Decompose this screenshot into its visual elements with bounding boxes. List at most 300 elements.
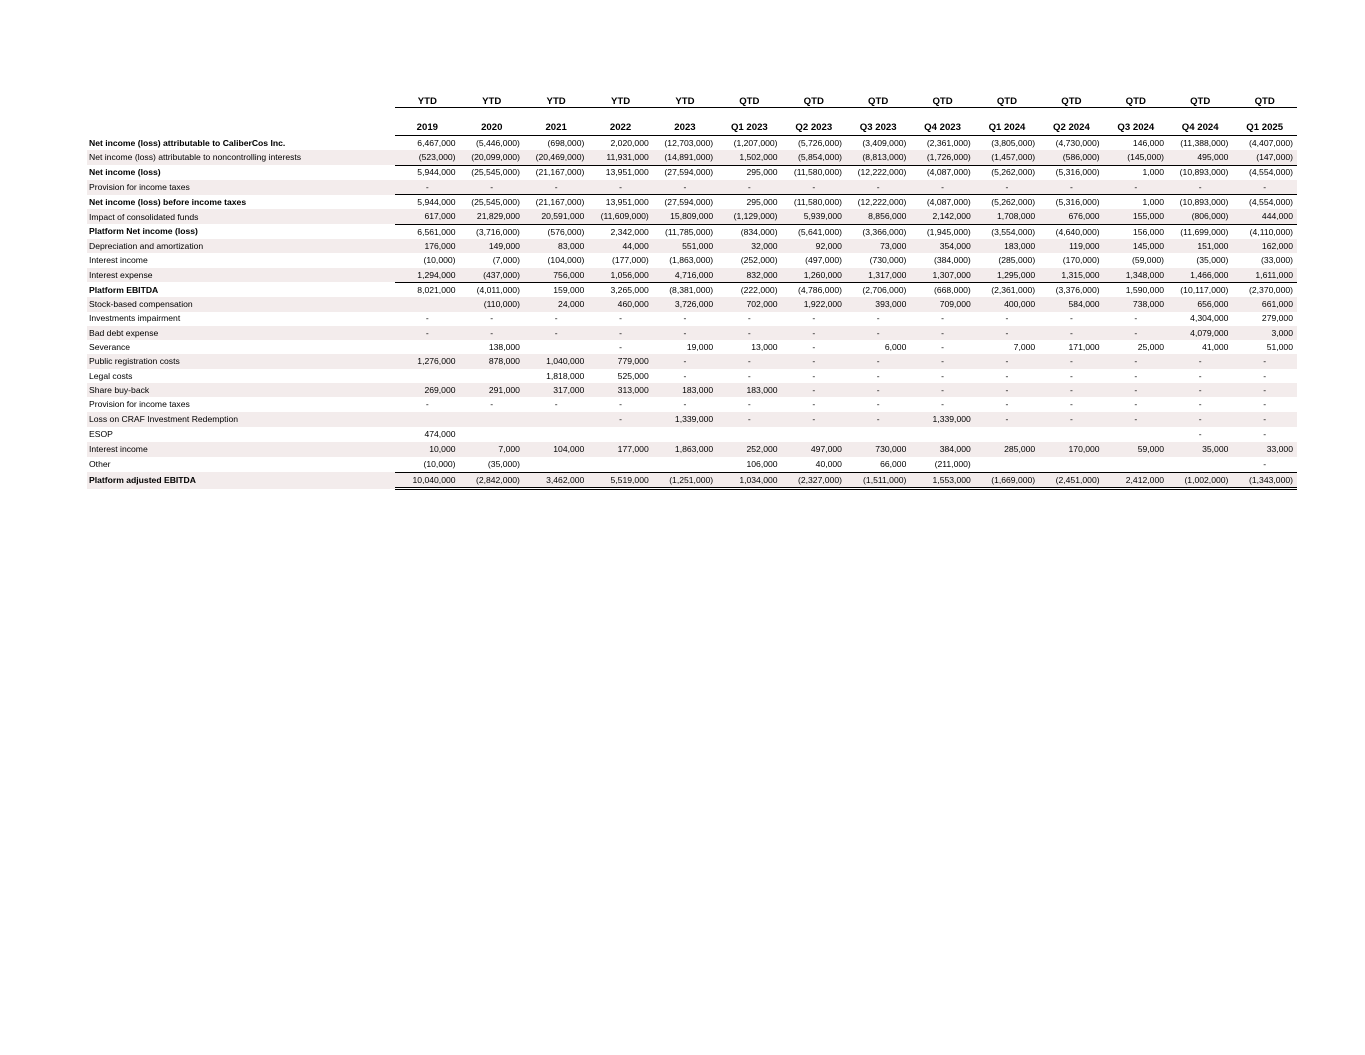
table-cell: -: [653, 354, 717, 368]
table-cell: -: [554, 399, 558, 410]
table-cell: 1,294,000: [395, 268, 459, 283]
table-cell: -: [876, 370, 880, 381]
table-cell: -: [846, 180, 910, 195]
table-cell: (3,716,000): [460, 224, 524, 239]
table-cell: -: [490, 313, 494, 324]
table-row: [87, 427, 1297, 442]
table-cell: -: [1039, 383, 1103, 397]
table-cell: (14,891,000): [653, 150, 717, 165]
table-cell: -: [1198, 429, 1202, 440]
table-cell: 4,716,000: [653, 268, 717, 283]
table-cell: (1,945,000): [910, 224, 974, 239]
table-cell: 1,040,000: [524, 354, 588, 368]
table-cell: (2,361,000): [926, 137, 971, 148]
table-cell: 832,000: [717, 268, 781, 283]
table-cell: 1,348,000: [1104, 268, 1168, 283]
table-cell: 13,951,000: [588, 165, 652, 180]
table-cell: 252,000: [717, 442, 781, 457]
table-cell: 4,079,000: [1168, 326, 1232, 340]
table-cell: -: [554, 313, 558, 324]
table-row: [87, 165, 1297, 180]
header-spacer: [87, 108, 395, 136]
table-cell: [395, 369, 459, 383]
table-cell: -: [782, 354, 846, 368]
table-cell: 269,000: [395, 383, 459, 397]
table-cell: (4,087,000): [910, 165, 974, 180]
table-cell: -: [1039, 354, 1103, 368]
table-cell: 295,000: [717, 195, 781, 210]
period-type-header: QTD: [717, 92, 781, 108]
table-cell: [782, 427, 846, 442]
table-cell: 8,856,000: [846, 209, 910, 224]
period-type-header: QTD: [910, 92, 974, 108]
table-cell: 83,000: [524, 239, 588, 253]
table-cell: 285,000: [975, 442, 1039, 457]
table-cell: 317,000: [524, 383, 588, 397]
table-cell: (11,580,000): [782, 195, 846, 210]
row-label: Severance: [89, 342, 131, 352]
financial-statement: [87, 92, 1297, 490]
table-cell: -: [1198, 370, 1202, 381]
table-cell: 177,000: [588, 442, 652, 457]
table-cell: [395, 297, 459, 311]
table-cell: 5,944,000: [395, 195, 459, 210]
table-cell: -: [1104, 354, 1168, 368]
table-cell: [588, 457, 652, 472]
table-cell: 1,339,000: [653, 412, 717, 427]
table-cell: (21,167,000): [524, 165, 588, 180]
table-cell: 1,339,000: [910, 412, 974, 427]
row-label: Net income (loss): [89, 167, 161, 178]
table-cell: -: [782, 180, 846, 195]
table-cell: 1,502,000: [717, 150, 781, 165]
table-row: [87, 253, 1297, 267]
table-cell: -: [812, 399, 816, 410]
table-cell: 295,000: [717, 165, 781, 180]
table-cell: (10,893,000): [1168, 195, 1232, 210]
table-cell: -: [619, 399, 622, 410]
table-cell: 1,317,000: [846, 268, 910, 283]
period-type-header: QTD: [1232, 92, 1297, 108]
table-cell: 2,020,000: [610, 137, 649, 148]
table-cell: (1,002,000): [1168, 472, 1232, 488]
table-cell: 738,000: [1104, 297, 1168, 311]
table-cell: 384,000: [910, 442, 974, 457]
table-cell: 1,818,000: [546, 370, 585, 381]
table-cell: 106,000: [746, 459, 778, 470]
table-row: [87, 312, 1297, 326]
table-cell: 149,000: [460, 239, 524, 253]
table-cell: (1,863,000): [669, 255, 714, 266]
period-label-header: 2023: [653, 108, 717, 136]
row-label: Interest expense: [87, 268, 395, 283]
table-cell: (11,580,000): [782, 165, 846, 180]
table-cell: 1,611,000: [1232, 268, 1297, 283]
table-cell: [524, 457, 588, 472]
table-cell: 7,000: [460, 442, 524, 457]
table-cell: 291,000: [460, 383, 524, 397]
table-cell: 756,000: [524, 268, 588, 283]
table-cell: -: [975, 354, 1039, 368]
table-cell: -: [1232, 354, 1297, 368]
table-cell: 525,000: [617, 370, 649, 381]
table-row: [87, 180, 1297, 195]
table-cell: (2,370,000): [1232, 282, 1297, 297]
table-cell: (576,000): [524, 224, 588, 239]
table-cell: [1104, 457, 1168, 472]
table-cell: -: [717, 412, 781, 427]
table-cell: -: [1104, 326, 1168, 340]
table-cell: (1,669,000): [975, 472, 1039, 488]
table-cell: (285,000): [998, 255, 1036, 266]
table-cell: (698,000): [547, 137, 585, 148]
table-cell: -: [1134, 399, 1138, 410]
table-cell: -: [395, 326, 459, 340]
table-cell: -: [490, 399, 494, 410]
table-cell: 730,000: [846, 442, 910, 457]
table-cell: 393,000: [846, 297, 910, 311]
table-cell: [588, 427, 652, 442]
table-cell: (10,117,000): [1168, 282, 1232, 297]
table-cell: -: [1232, 180, 1297, 195]
table-cell: -: [941, 342, 945, 352]
period-type-header: YTD: [395, 92, 459, 108]
table-cell: -: [588, 412, 652, 427]
table-row: [87, 268, 1297, 283]
table-cell: (21,167,000): [524, 195, 588, 210]
table-cell: 584,000: [1039, 297, 1103, 311]
table-cell: 138,000: [488, 342, 520, 352]
table-cell: (5,262,000): [975, 165, 1039, 180]
table-cell: 709,000: [910, 297, 974, 311]
header-spacer: [87, 92, 395, 108]
table-cell: 35,000: [1168, 442, 1232, 457]
table-cell: (12,222,000): [846, 195, 910, 210]
table-cell: (4,554,000): [1232, 165, 1297, 180]
table-cell: 444,000: [1232, 209, 1297, 224]
table-cell: 1,056,000: [588, 268, 652, 283]
table-cell: -: [1168, 180, 1232, 195]
table-cell: (5,641,000): [782, 224, 846, 239]
table-cell: -: [975, 180, 1039, 195]
table-cell: 1,315,000: [1039, 268, 1103, 283]
table-cell: 10,000: [395, 442, 459, 457]
table-cell: (145,000): [1104, 150, 1168, 165]
table-cell: [717, 427, 781, 442]
period-type-header: QTD: [782, 92, 846, 108]
table-cell: -: [975, 383, 1039, 397]
row-label: Other: [89, 459, 111, 470]
table-cell: -: [876, 313, 880, 324]
table-cell: (3,366,000): [846, 224, 910, 239]
table-cell: (59,000): [1131, 255, 1164, 266]
table-cell: (11,699,000): [1168, 224, 1232, 239]
table-cell: -: [425, 313, 429, 324]
table-row: [87, 369, 1297, 383]
table-cell: (4,011,000): [460, 282, 524, 297]
period-type-header: QTD: [846, 92, 910, 108]
table-cell: 1,863,000: [653, 442, 717, 457]
table-cell: 1,034,000: [717, 472, 781, 488]
table-cell: -: [717, 180, 781, 195]
table-cell: -: [846, 412, 910, 427]
table-cell: 702,000: [717, 297, 781, 311]
period-label-header: 2022: [588, 108, 652, 136]
table-cell: -: [812, 370, 816, 381]
row-label: Interest income: [89, 255, 148, 266]
table-cell: 21,829,000: [460, 209, 524, 224]
table-cell: 1,708,000: [975, 209, 1039, 224]
table-cell: (730,000): [869, 255, 907, 266]
table-cell: -: [524, 326, 588, 340]
period-label-header: Q1 2023: [717, 108, 781, 136]
table-cell: -: [1198, 399, 1202, 410]
period-label-header: Q2 2024: [1039, 108, 1103, 136]
table-cell: (252,000): [740, 255, 778, 266]
row-label: Bad debt expense: [87, 326, 395, 340]
table-row: [87, 354, 1297, 368]
table-cell: -: [747, 313, 751, 324]
table-cell: 183,000: [975, 239, 1039, 253]
table-cell: (27,594,000): [653, 195, 717, 210]
table-row: [87, 383, 1297, 397]
table-cell: 146,000: [1132, 137, 1164, 148]
table-cell: (2,451,000): [1039, 472, 1103, 488]
table-cell: 13,000: [751, 342, 778, 352]
table-cell: -: [653, 180, 717, 195]
table-cell: (11,785,000): [653, 224, 717, 239]
table-cell: -: [975, 412, 1039, 427]
table-cell: (10,000): [423, 459, 456, 470]
row-label: Interest income: [87, 442, 395, 457]
table-cell: (104,000): [547, 255, 585, 266]
table-cell: -: [846, 354, 910, 368]
table-row: [87, 224, 1297, 239]
row-label: Platform adjusted EBITDA: [87, 472, 395, 488]
table-cell: 59,000: [1104, 442, 1168, 457]
table-row: [87, 297, 1297, 311]
table-cell: -: [683, 370, 687, 381]
table-cell: (170,000): [1062, 255, 1100, 266]
table-cell: -: [747, 399, 751, 410]
table-cell: (4,554,000): [1232, 195, 1297, 210]
row-label: Net income (loss) before income taxes: [89, 196, 247, 207]
period-label-header: Q3 2024: [1104, 108, 1168, 136]
table-row: [87, 412, 1297, 427]
table-cell: -: [460, 180, 524, 195]
table-cell: 162,000: [1232, 239, 1297, 253]
table-cell: (3,554,000): [975, 224, 1039, 239]
row-label: Investments impairment: [89, 313, 181, 324]
table-cell: (1,343,000): [1232, 472, 1297, 488]
table-cell: 5,939,000: [782, 209, 846, 224]
table-cell: [653, 427, 717, 442]
table-cell: (2,842,000): [460, 472, 524, 488]
table-cell: (35,000): [487, 459, 520, 470]
period-type-header: QTD: [1168, 92, 1232, 108]
table-cell: 551,000: [653, 239, 717, 253]
table-cell: -: [846, 383, 910, 397]
table-row: [87, 397, 1297, 412]
row-label: Net income (loss) attributable to CaliberCos Inc.: [89, 137, 286, 148]
table-cell: 66,000: [880, 459, 907, 470]
table-cell: -: [1263, 429, 1267, 440]
table-row: [87, 209, 1297, 224]
table-cell: 1,307,000: [910, 268, 974, 283]
table-cell: (4,730,000): [1055, 137, 1100, 148]
table-cell: 1,553,000: [910, 472, 974, 488]
table-cell: [975, 427, 1039, 442]
period-label-header: Q4 2024: [1168, 108, 1232, 136]
table-cell: 1,000: [1104, 195, 1168, 210]
table-cell: (4,110,000): [1232, 224, 1297, 239]
table-cell: (2,361,000): [975, 282, 1039, 297]
ebitda-reconciliation-table: [87, 92, 1297, 490]
table-cell: 495,000: [1168, 150, 1232, 165]
table-cell: 3,265,000: [588, 282, 652, 297]
table-cell: (8,381,000): [653, 282, 717, 297]
table-cell: [910, 427, 974, 442]
table-cell: -: [588, 326, 652, 340]
table-cell: -: [395, 180, 459, 195]
table-cell: (12,703,000): [664, 137, 714, 148]
table-cell: -: [683, 399, 687, 410]
table-cell: 474,000: [424, 429, 456, 440]
table-cell: (10,000): [423, 255, 456, 266]
table-cell: -: [910, 326, 974, 340]
table-cell: -: [1104, 383, 1168, 397]
table-cell: 5,944,000: [395, 165, 459, 180]
table-cell: [460, 412, 524, 427]
table-cell: 878,000: [460, 354, 524, 368]
table-cell: (384,000): [933, 255, 971, 266]
period-type-header-row: [87, 92, 1297, 108]
table-cell: 676,000: [1039, 209, 1103, 224]
table-cell: 183,000: [653, 383, 717, 397]
table-cell: [1039, 427, 1103, 442]
table-cell: 171,000: [1068, 342, 1100, 352]
table-cell: -: [910, 354, 974, 368]
table-cell: (3,409,000): [862, 137, 907, 148]
table-cell: [653, 457, 717, 472]
table-cell: (25,545,000): [460, 195, 524, 210]
table-cell: (806,000): [1168, 209, 1232, 224]
table-cell: -: [1134, 370, 1138, 381]
table-row: [87, 195, 1297, 210]
table-cell: -: [1263, 370, 1267, 381]
table-cell: 7,000: [1013, 342, 1036, 352]
table-cell: [460, 369, 524, 383]
table-cell: 3,000: [1232, 326, 1297, 340]
period-type-header: YTD: [588, 92, 652, 108]
table-cell: -: [1263, 399, 1267, 410]
table-cell: -: [717, 354, 781, 368]
table-row: [87, 136, 1297, 151]
table-cell: (110,000): [460, 297, 524, 311]
table-cell: 497,000: [782, 442, 846, 457]
table-cell: 40,000: [815, 459, 842, 470]
table-cell: 6,561,000: [395, 224, 459, 239]
row-label: Impact of consolidated funds: [87, 209, 395, 224]
row-label: Share buy-back: [87, 383, 395, 397]
table-cell: 6,467,000: [417, 137, 456, 148]
table-cell: (5,726,000): [798, 137, 842, 148]
table-cell: 51,000: [1266, 342, 1293, 352]
table-cell: 151,000: [1168, 239, 1232, 253]
table-cell: (5,446,000): [475, 137, 520, 148]
table-cell: 11,931,000: [588, 150, 652, 165]
table-cell: -: [747, 370, 751, 381]
table-cell: -: [782, 412, 846, 427]
table-cell: [846, 427, 910, 442]
table-cell: -: [653, 326, 717, 340]
table-cell: -: [1069, 399, 1073, 410]
table-cell: 20,591,000: [524, 209, 588, 224]
table-cell: 1,295,000: [975, 268, 1039, 283]
table-cell: 3,726,000: [653, 297, 717, 311]
table-cell: (5,854,000): [782, 150, 846, 165]
table-cell: 32,000: [717, 239, 781, 253]
table-cell: (10,893,000): [1168, 165, 1232, 180]
period-type-header: QTD: [1039, 92, 1103, 108]
table-cell: 41,000: [1202, 342, 1229, 352]
period-label-header: 2020: [460, 108, 524, 136]
table-cell: -: [1005, 313, 1009, 324]
table-cell: -: [876, 399, 880, 410]
table-cell: (437,000): [460, 268, 524, 283]
table-cell: (27,594,000): [653, 165, 717, 180]
table-cell: (4,407,000): [1249, 137, 1293, 148]
table-cell: -: [1005, 370, 1009, 381]
table-cell: -: [812, 313, 816, 324]
row-label: Loss on CRAF Investment Redemption: [87, 412, 395, 427]
table-cell: 25,000: [1137, 342, 1164, 352]
table-cell: -: [812, 342, 816, 352]
row-label: Provision for income taxes: [89, 399, 190, 410]
table-cell: (1,207,000): [733, 137, 778, 148]
row-label: Legal costs: [89, 370, 133, 381]
table-cell: 183,000: [717, 383, 781, 397]
table-cell: 661,000: [1232, 297, 1297, 311]
table-cell: [1104, 427, 1168, 442]
table-cell: (11,609,000): [588, 209, 652, 224]
table-cell: -: [1069, 313, 1073, 324]
table-cell: 19,000: [686, 342, 714, 352]
table-cell: -: [782, 326, 846, 340]
table-cell: (586,000): [1039, 150, 1103, 165]
table-cell: 156,000: [1104, 224, 1168, 239]
period-label-header: Q3 2023: [846, 108, 910, 136]
row-label: Platform Net income (loss): [89, 226, 198, 237]
table-cell: 33,000: [1232, 442, 1297, 457]
table-cell: -: [846, 326, 910, 340]
table-cell: [395, 412, 459, 427]
table-cell: (7,000): [492, 255, 520, 266]
table-cell: 313,000: [588, 383, 652, 397]
row-label: Public registration costs: [87, 354, 395, 368]
table-cell: -: [524, 180, 588, 195]
table-cell: -: [717, 326, 781, 340]
table-cell: 159,000: [524, 282, 588, 297]
table-cell: -: [1039, 180, 1103, 195]
table-cell: (20,099,000): [460, 150, 524, 165]
period-label-header-row: [87, 108, 1297, 136]
table-cell: [1039, 457, 1103, 472]
table-cell: (20,469,000): [524, 150, 588, 165]
table-cell: (3,805,000): [991, 137, 1036, 148]
table-cell: 145,000: [1104, 239, 1168, 253]
table-cell: (1,511,000): [846, 472, 910, 488]
